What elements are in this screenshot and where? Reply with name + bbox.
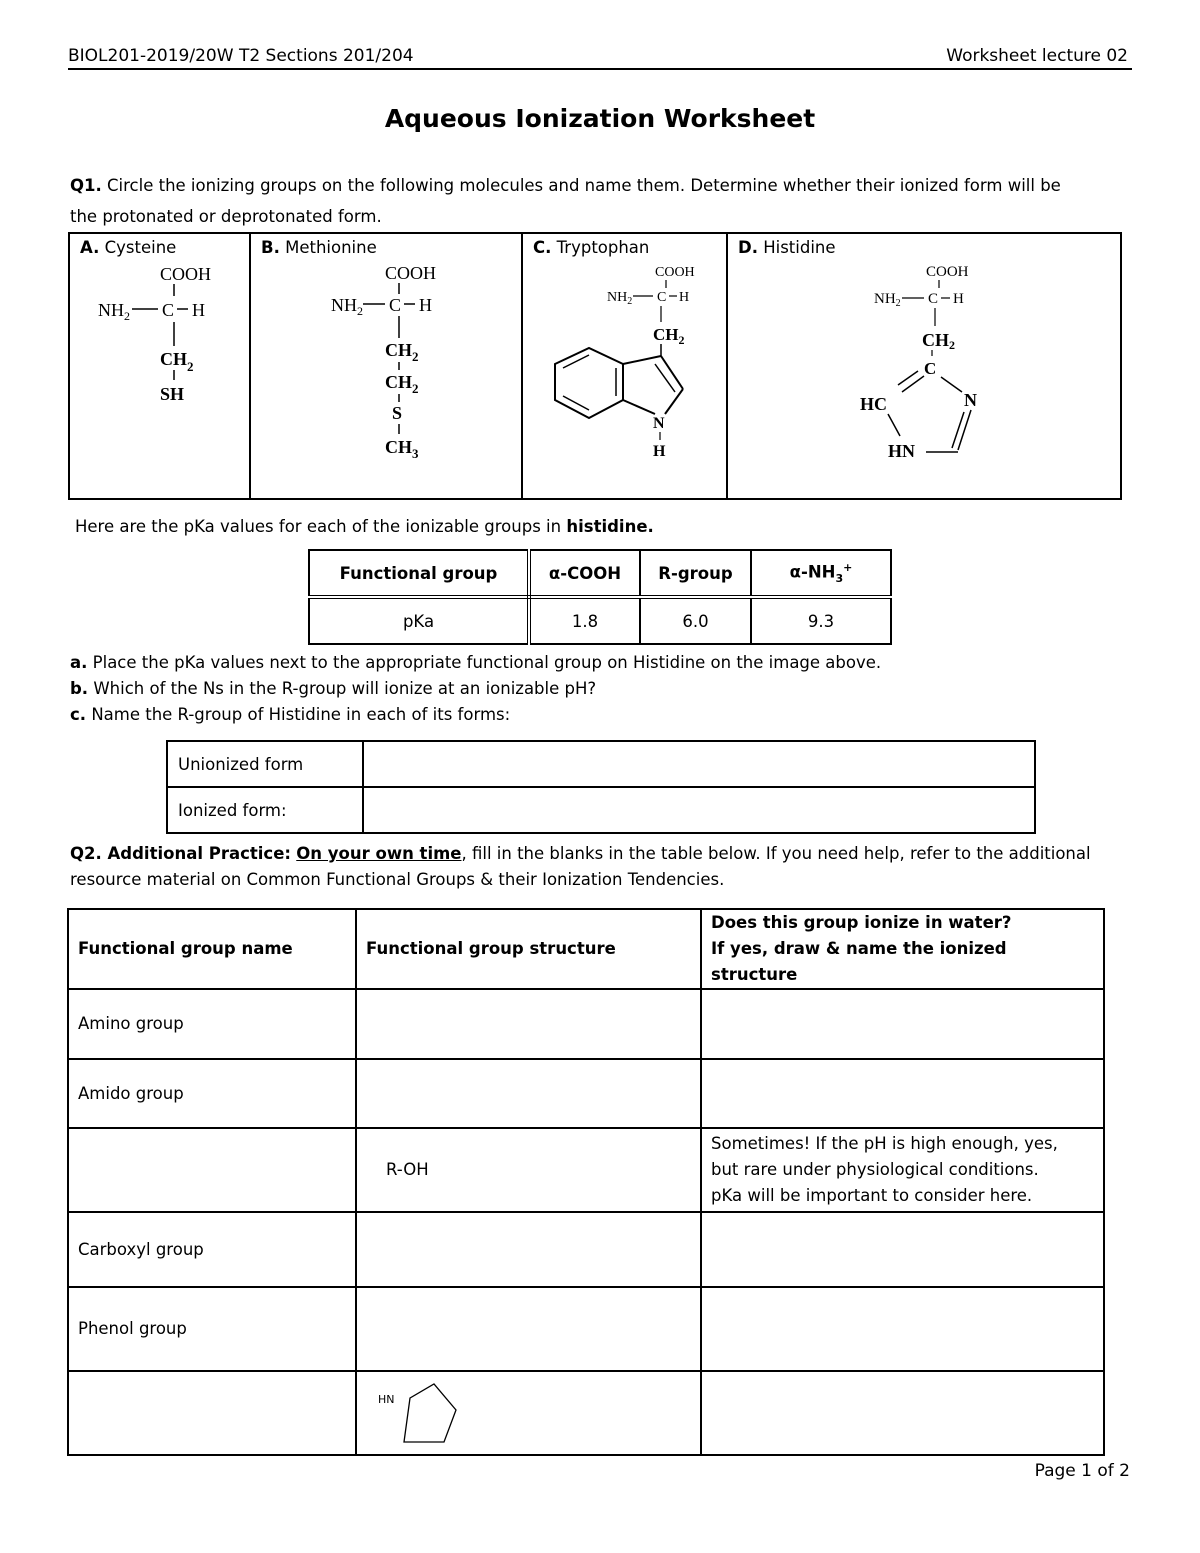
svg-text:COOH: COOH	[655, 265, 695, 280]
molecule-title: A. Cysteine	[80, 238, 177, 257]
svg-text:C: C	[924, 359, 937, 378]
q1-line2: the protonated or deprotonated form.	[70, 207, 382, 226]
svg-text:HC: HC	[860, 394, 887, 414]
form-label-unionized: Unionized form	[167, 741, 363, 787]
page-title: Aqueous Ionization Worksheet	[384, 104, 816, 133]
group-structure-cell[interactable]	[356, 1287, 701, 1371]
header-course: BIOL201-2019/20W T2 Sections 201/204	[68, 46, 414, 66]
q2-text: Q2. Additional Practice: On your own time, fill in the blanks in the table below. If you need help, refer to the additional resource material on Common Functional Groups & their Ionization Tendencies.	[70, 844, 1091, 889]
svg-text:CH2: $CH_2$	[160, 349, 194, 374]
molecule-title: B. Methionine	[261, 238, 377, 257]
molecule-cysteine	[69, 233, 250, 499]
group-name: Phenol group	[68, 1287, 356, 1371]
group-ionize-cell[interactable]	[701, 1212, 1104, 1287]
svg-text:H: H	[419, 295, 432, 315]
pka-header-cell: R-group	[640, 550, 751, 597]
svg-text:HN: HN	[378, 1393, 395, 1406]
svg-text:NH2: $NH_2$	[874, 291, 901, 309]
functional-groups-table	[67, 908, 1105, 1456]
svg-text:NH2: $NH_2$	[331, 295, 363, 318]
group-name: Amino group	[68, 989, 356, 1059]
svg-text:H: H	[953, 291, 964, 307]
pyrrolidine-ring	[370, 1376, 480, 1450]
methionine-structure	[251, 234, 523, 500]
svg-text:C: C	[928, 291, 939, 307]
svg-text:H: H	[653, 443, 666, 460]
form-answer-ionized[interactable]	[363, 787, 1035, 833]
svg-text:H: H	[679, 290, 690, 305]
col-header-structure: Functional group structure	[356, 909, 701, 989]
q1-text	[70, 170, 1140, 232]
svg-text:CH3: $CH_3$	[385, 437, 419, 461]
question-b: b. Which of the Ns in the R-group will ionize at an ionizable pH?	[70, 679, 597, 698]
group-ionize-cell[interactable]	[701, 1059, 1104, 1128]
svg-text:COOH: COOH	[926, 264, 969, 280]
pka-value: 1.8	[529, 597, 640, 644]
group-name: Carboxyl group	[68, 1212, 356, 1287]
svg-text:C: C	[389, 295, 402, 315]
group-structure-cell[interactable]	[356, 1212, 701, 1287]
question-a: a. Place the pKa values next to the appropriate functional group on Histidine on the image above.	[70, 653, 882, 672]
histidine-forms-table	[166, 740, 1036, 834]
molecule-table	[68, 232, 1122, 500]
svg-text:N: N	[964, 390, 977, 410]
group-ionize-cell[interactable]	[701, 1371, 1104, 1455]
svg-text:N: N	[653, 415, 665, 432]
svg-text:NH2: $NH_2$	[98, 300, 130, 323]
group-name-blank[interactable]	[68, 1128, 356, 1212]
q1-line1: Circle the ionizing groups on the following molecules and name them. Determine whether their ionized form will be	[107, 176, 1061, 195]
molecule-histidine	[727, 233, 1121, 499]
svg-text:CH2: $CH_2$	[653, 325, 685, 347]
questions-list	[70, 650, 1130, 728]
svg-text:CH2: $CH_2$	[385, 340, 419, 364]
pka-intro: Here are the pKa values for each of the ionizable groups in histidine.	[75, 517, 654, 536]
pka-header-cell: α-COOH	[529, 550, 640, 597]
group-ionize-cell[interactable]	[701, 989, 1104, 1059]
molecule-title: C. Tryptophan	[533, 238, 650, 257]
pka-row-label: pKa	[309, 597, 529, 644]
molecule-tryptophan	[522, 233, 727, 499]
svg-text:SH: SH	[160, 384, 185, 404]
svg-text:CH2: CH2	[922, 330, 955, 352]
tryptophan-structure	[523, 234, 728, 500]
page-number: Page 1 of 2	[1034, 1461, 1130, 1481]
pka-header-cell: $\alpha-NH_3^+$	[751, 550, 891, 597]
molecule-title: D. Histidine	[738, 238, 836, 257]
svg-text:NH2: $NH_2$	[607, 290, 633, 307]
header-rule	[68, 68, 1132, 70]
col-header-name: Functional group name	[68, 909, 356, 989]
pka-value: 6.0	[640, 597, 751, 644]
svg-text:COOH: COOH	[160, 264, 212, 284]
group-structure-cell: R-OH	[356, 1128, 701, 1212]
svg-text:CH2: $CH_2$	[385, 372, 419, 396]
histidine-structure	[728, 234, 1122, 500]
svg-text:S: S	[392, 403, 403, 423]
form-label-ionized: Ionized form:	[167, 787, 363, 833]
question-c: c. Name the R-group of Histidine in each of its forms:	[70, 705, 511, 724]
header-worksheet: Worksheet lecture 02	[946, 46, 1128, 66]
group-structure-cell[interactable]	[356, 1059, 701, 1128]
pka-table	[308, 549, 892, 645]
molecule-methionine	[250, 233, 522, 499]
svg-text:COOH: COOH	[385, 263, 437, 283]
form-answer-unionized[interactable]	[363, 741, 1035, 787]
group-ionize-cell: Sometimes! If the pH is high enough, yes, but rare under physiological conditions. pKa will be important to consider here.	[701, 1128, 1104, 1212]
q1-label: Q1.	[70, 176, 102, 195]
svg-text:H: H	[192, 300, 205, 320]
cysteine-structure	[70, 234, 251, 500]
svg-text:C: C	[657, 290, 667, 305]
group-name: Amido group	[68, 1059, 356, 1128]
group-structure-cell	[356, 1371, 701, 1455]
svg-text:HN: HN	[888, 441, 915, 461]
group-ionize-cell[interactable]	[701, 1287, 1104, 1371]
group-name-blank[interactable]	[68, 1371, 356, 1455]
group-structure-cell[interactable]	[356, 989, 701, 1059]
col-header-ionize: Does this group ionize in water? If yes, draw & name the ionized structure	[701, 909, 1104, 989]
pka-header-cell: Functional group	[309, 550, 529, 597]
svg-text:C: C	[162, 300, 175, 320]
pka-value: 9.3	[751, 597, 891, 644]
